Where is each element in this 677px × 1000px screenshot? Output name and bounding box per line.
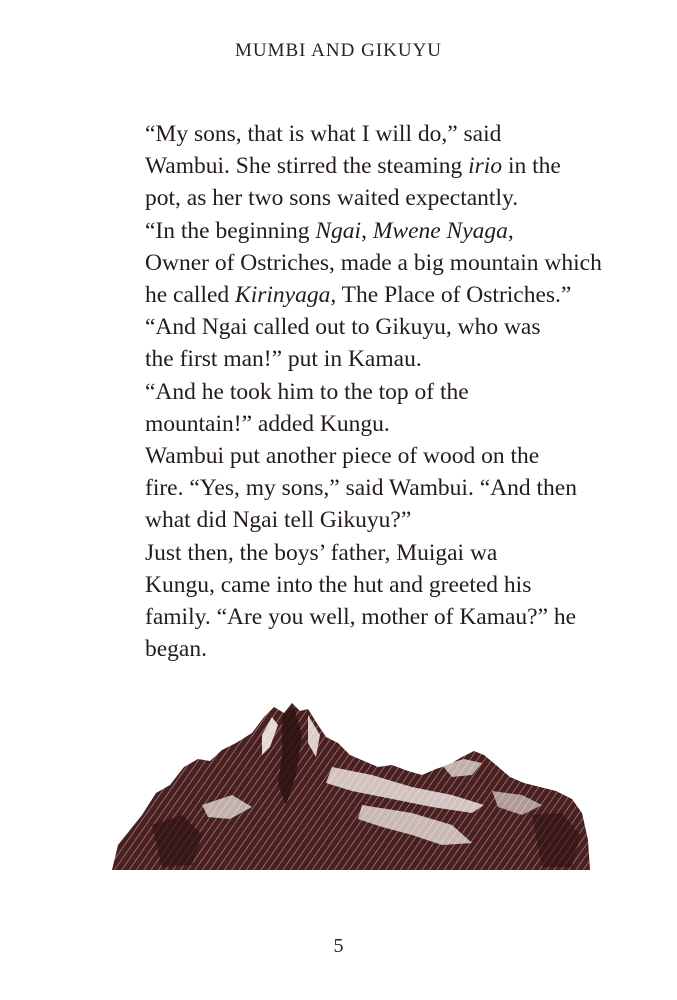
- text-run: ,: [507, 217, 514, 244]
- text-run: he called: [145, 282, 236, 309]
- text-run: pot, as her two sons waited expectantly.: [145, 185, 519, 212]
- text-line: [105, 601, 625, 633]
- text-line: [105, 504, 625, 536]
- text-line: [105, 182, 625, 214]
- text-run: what did Ngai tell Gikuyu?”: [145, 507, 412, 534]
- paragraph: [105, 537, 625, 666]
- text-run: ,: [361, 217, 373, 244]
- text-line: [105, 569, 625, 601]
- text-line: [105, 472, 625, 504]
- text-line: [105, 279, 625, 311]
- text-line: [105, 247, 625, 279]
- text-run: Kungu, came into the hut and greeted his: [145, 571, 532, 598]
- italic-word: Kirinyaga: [235, 282, 331, 309]
- text-line: [105, 311, 625, 343]
- text-run: family. “Are you well, mother of Kamau?” he: [145, 604, 577, 631]
- text-run: mountain!” added Kungu.: [145, 410, 390, 437]
- text-run: “My sons, that is what I will do,” said: [145, 121, 502, 147]
- text-run: Just then, the boys’ father, Muigai wa: [145, 539, 498, 566]
- text-run: fire. “Yes, my sons,” said Wambui. “And then: [145, 475, 577, 502]
- paragraph: [105, 118, 625, 215]
- text-run: “And Ngai called out to Gikuyu, who was: [145, 314, 541, 341]
- italic-word: Ngai: [315, 217, 362, 244]
- text-run: “And he took him to the top of the: [145, 378, 469, 405]
- text-line: [105, 343, 625, 375]
- running-head: MUMBI AND GIKUYU: [234, 40, 443, 61]
- text-run: began.: [145, 636, 207, 663]
- text-run: Wambui put another piece of wood on the: [145, 443, 540, 470]
- text-line: [105, 440, 625, 472]
- text-line: [105, 215, 625, 247]
- text-line: [105, 150, 625, 182]
- text-line: [105, 376, 625, 408]
- story-text: [105, 118, 625, 665]
- text-run: Owner of Ostriches, made a big mountain which: [145, 249, 602, 276]
- text-run: the first man!” put in Kamau.: [145, 346, 422, 373]
- text-run: Wambui. She stirred the steaming: [145, 153, 469, 180]
- text-line: [105, 537, 625, 569]
- text-run: in the: [502, 153, 561, 180]
- paragraph: [105, 215, 625, 312]
- text-run: , The Place of Ostriches.”: [330, 282, 572, 309]
- text-line: [105, 118, 625, 150]
- paragraph: [105, 311, 625, 375]
- page-number: 5: [333, 935, 344, 957]
- mountain-illustration: [112, 695, 590, 880]
- italic-word: irio: [468, 153, 503, 180]
- text-line: [105, 408, 625, 440]
- text-line: [105, 633, 625, 665]
- paragraph: [105, 440, 625, 537]
- text-run: “In the beginning: [145, 217, 316, 244]
- italic-word: Mwene Nyaga: [372, 217, 508, 244]
- paragraph: [105, 376, 625, 440]
